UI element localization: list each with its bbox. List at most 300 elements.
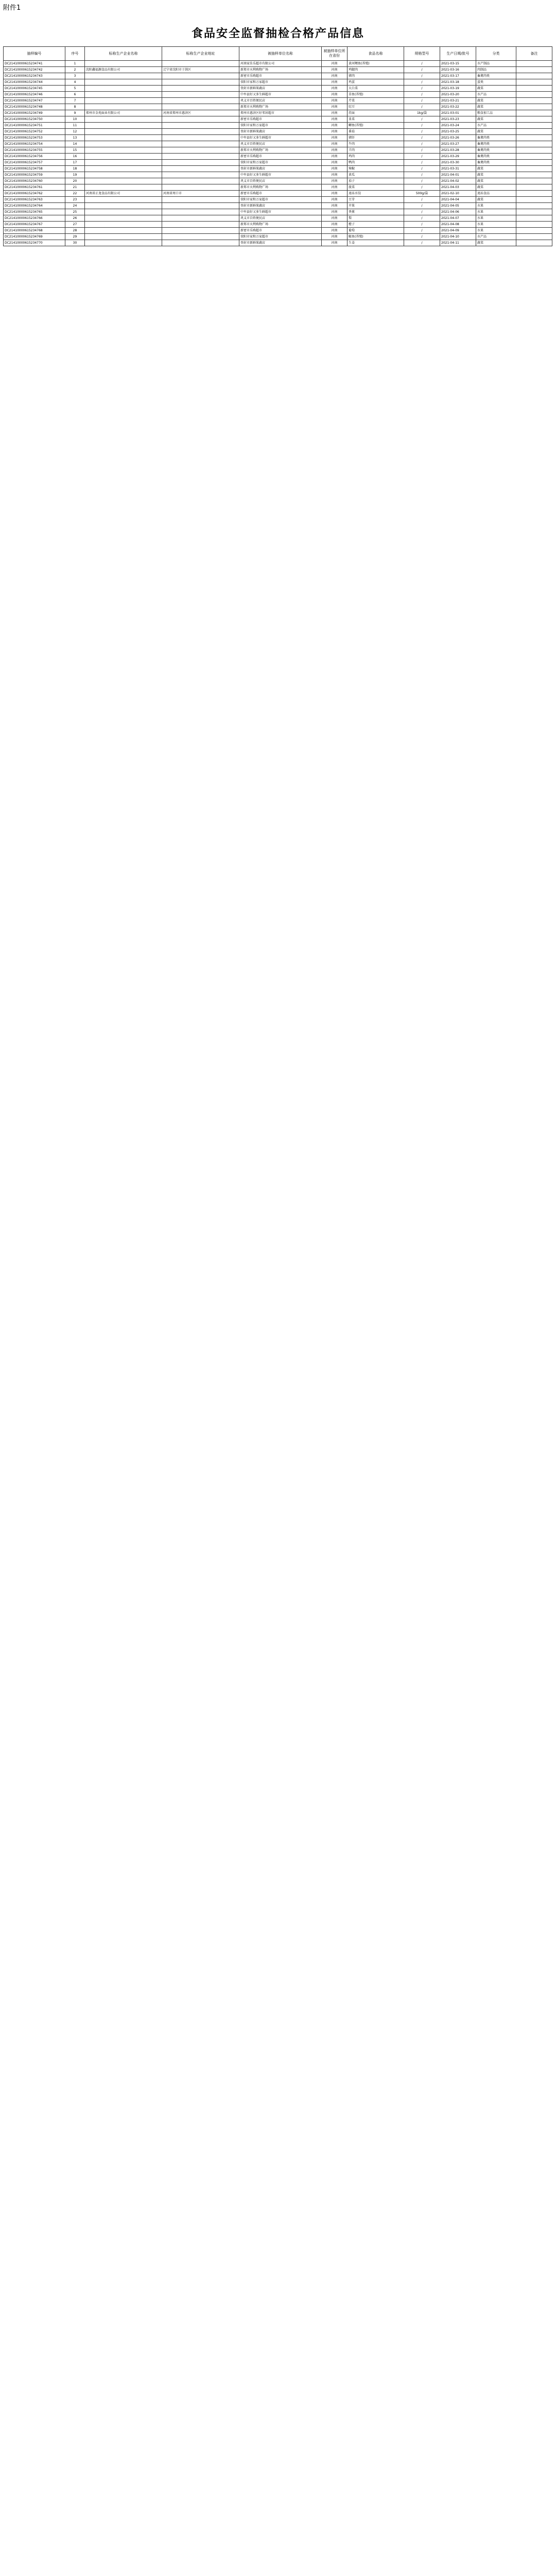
table-cell bbox=[516, 184, 552, 191]
table-row bbox=[4, 222, 552, 228]
table-cell bbox=[85, 79, 162, 86]
table-cell: / bbox=[404, 92, 440, 98]
table-cell: 荥阳市家和万家超市 bbox=[239, 234, 322, 240]
table-cell: 河南 bbox=[322, 203, 348, 209]
table-cell: 蔬菜 bbox=[476, 116, 516, 123]
table-cell: 2021-04-02 bbox=[440, 178, 476, 184]
table-cell: DC21410000615234747 bbox=[4, 98, 65, 104]
table-cell: 鲫鱼(养殖) bbox=[348, 123, 404, 129]
table-cell bbox=[85, 86, 162, 92]
table-cell: 河南 bbox=[322, 166, 348, 172]
table-cell: 2021-03-18 bbox=[440, 79, 476, 86]
table-cell: 新郑市天利购物广场 bbox=[239, 104, 322, 110]
table-cell: 草鱼(养殖) bbox=[348, 92, 404, 98]
table-cell: 巩义市百姓便民店 bbox=[239, 178, 322, 184]
table-cell: 17 bbox=[65, 160, 85, 166]
table-cell bbox=[516, 67, 552, 73]
table-cell: 河南 bbox=[322, 228, 348, 234]
table-cell: 香蕉 bbox=[348, 209, 404, 215]
table-cell: 蔬菜 bbox=[476, 172, 516, 178]
table-cell bbox=[162, 86, 239, 92]
table-cell: 黄瓜 bbox=[348, 172, 404, 178]
table-cell: 河南 bbox=[322, 215, 348, 222]
table-cell: 水果 bbox=[476, 203, 516, 209]
table-cell bbox=[162, 116, 239, 123]
table-cell bbox=[516, 116, 552, 123]
table-cell: 河南 bbox=[322, 154, 348, 160]
table-cell bbox=[85, 228, 162, 234]
table-cell bbox=[162, 234, 239, 240]
table-cell: 水产品 bbox=[476, 92, 516, 98]
column-header: 标称生产企业名称 bbox=[85, 47, 162, 61]
table-cell: 河南 bbox=[322, 116, 348, 123]
table-cell: 河南省正龙食品有限公司 bbox=[85, 191, 162, 197]
table-cell: 蔬菜 bbox=[476, 240, 516, 246]
table-cell: 新郑市天利购物广场 bbox=[239, 147, 322, 154]
table-cell: 大白菜 bbox=[348, 86, 404, 92]
table-cell bbox=[85, 116, 162, 123]
table-cell bbox=[162, 209, 239, 215]
table-row bbox=[4, 61, 552, 67]
table-cell bbox=[85, 123, 162, 129]
table-row bbox=[4, 154, 552, 160]
table-cell: 羊肉 bbox=[348, 147, 404, 154]
table-cell: 河南 bbox=[322, 110, 348, 116]
table-cell bbox=[516, 129, 552, 135]
table-cell: 河南 bbox=[322, 147, 348, 154]
table-cell: 速冻水饺 bbox=[348, 191, 404, 197]
table-cell: / bbox=[404, 222, 440, 228]
table-cell: DC21410000615234752 bbox=[4, 129, 65, 135]
table-cell bbox=[162, 98, 239, 104]
table-row bbox=[4, 67, 552, 73]
table-cell bbox=[516, 98, 552, 104]
table-cell: 蔬菜 bbox=[476, 184, 516, 191]
table-row bbox=[4, 129, 552, 135]
table-cell: 11 bbox=[65, 123, 85, 129]
table-cell: 登封市新鲜果蔬店 bbox=[239, 129, 322, 135]
table-row bbox=[4, 234, 552, 240]
table-cell: 中牟县好又多生鲜超市 bbox=[239, 172, 322, 178]
table-cell: 30 bbox=[65, 240, 85, 246]
table-row bbox=[4, 104, 552, 110]
table-cell bbox=[516, 240, 552, 246]
table-cell: 中牟县好又多生鲜超市 bbox=[239, 135, 322, 141]
table-cell: 河南 bbox=[322, 67, 348, 73]
table-cell: 鸡肉 bbox=[348, 154, 404, 160]
table-cell: 2021-03-24 bbox=[440, 123, 476, 129]
table-cell: 河南 bbox=[322, 178, 348, 184]
table-cell bbox=[162, 178, 239, 184]
table-cell bbox=[162, 92, 239, 98]
table-cell: 15 bbox=[65, 147, 85, 154]
table-cell: / bbox=[404, 129, 440, 135]
table-cell: 河南 bbox=[322, 73, 348, 79]
table-cell: 18 bbox=[65, 166, 85, 172]
table-cell: 登封市新鲜果蔬店 bbox=[239, 240, 322, 246]
table-cell: 河南 bbox=[322, 86, 348, 92]
table-cell bbox=[85, 197, 162, 203]
table-cell: 3 bbox=[65, 73, 85, 79]
table-cell: 韭菜 bbox=[348, 116, 404, 123]
table-cell bbox=[516, 203, 552, 209]
table-cell: 番茄 bbox=[348, 129, 404, 135]
table-cell: 2021-03-16 bbox=[440, 67, 476, 73]
table-cell bbox=[85, 203, 162, 209]
table-cell: 蔬菜 bbox=[476, 129, 516, 135]
table-cell: 荥阳市家和万家超市 bbox=[239, 79, 322, 86]
table-cell: 河南 bbox=[322, 79, 348, 86]
table-cell: DC21410000615234760 bbox=[4, 178, 65, 184]
table-cell: 21 bbox=[65, 184, 85, 191]
table-cell: 2021-04-05 bbox=[440, 203, 476, 209]
table-cell: 辣椒 bbox=[348, 166, 404, 172]
table-cell: / bbox=[404, 178, 440, 184]
column-header: 生产日期/批号 bbox=[440, 47, 476, 61]
table-row bbox=[4, 73, 552, 79]
table-cell: DC21410000615234746 bbox=[4, 92, 65, 98]
table-cell: 2021-04-03 bbox=[440, 184, 476, 191]
table-cell: 新密市乐购超市 bbox=[239, 116, 322, 123]
table-cell: 鸡腿肉 bbox=[348, 67, 404, 73]
table-cell bbox=[516, 209, 552, 215]
table-cell: 2021-04-10 bbox=[440, 234, 476, 240]
table-cell: 河南 bbox=[322, 129, 348, 135]
table-cell: 巩义市百姓便民店 bbox=[239, 98, 322, 104]
table-cell: DC21410000615234743 bbox=[4, 73, 65, 79]
table-cell: 2021-03-31 bbox=[440, 166, 476, 172]
table-cell: 河南 bbox=[322, 104, 348, 110]
table-cell: 22 bbox=[65, 191, 85, 197]
table-cell: 郑州市惠济区好邻居超市 bbox=[239, 110, 322, 116]
column-header: 分类 bbox=[476, 47, 516, 61]
table-cell: 猪肉 bbox=[348, 73, 404, 79]
table-row bbox=[4, 160, 552, 166]
table-cell bbox=[85, 104, 162, 110]
table-cell bbox=[162, 172, 239, 178]
table-cell: DC21410000615234756 bbox=[4, 154, 65, 160]
table-cell bbox=[516, 234, 552, 240]
table-cell: 河南 bbox=[322, 240, 348, 246]
table-row bbox=[4, 123, 552, 129]
table-cell: DC21410000615234753 bbox=[4, 135, 65, 141]
table-cell: 水产品 bbox=[476, 123, 516, 129]
table-cell: 19 bbox=[65, 172, 85, 178]
table-row bbox=[4, 116, 552, 123]
table-cell: DC21410000615234761 bbox=[4, 184, 65, 191]
table-cell: 登封市新鲜果蔬店 bbox=[239, 203, 322, 209]
table-cell: 河南 bbox=[322, 222, 348, 228]
table-cell: 6 bbox=[65, 92, 85, 98]
table-cell bbox=[516, 166, 552, 172]
table-cell: 24 bbox=[65, 203, 85, 209]
column-header: 被抽样单位所在省份 bbox=[322, 47, 348, 61]
table-cell: DC21410000615234755 bbox=[4, 147, 65, 154]
table-row bbox=[4, 98, 552, 104]
table-cell: 14 bbox=[65, 141, 85, 147]
table-cell: 新郑市天利购物广场 bbox=[239, 222, 322, 228]
table-cell bbox=[162, 141, 239, 147]
table-cell: 巩义市百姓便民店 bbox=[239, 215, 322, 222]
table-cell bbox=[516, 160, 552, 166]
table-cell: DC21410000615234762 bbox=[4, 191, 65, 197]
table-cell: DC21410000615234757 bbox=[4, 160, 65, 166]
table-cell: 13 bbox=[65, 135, 85, 141]
table-cell: / bbox=[404, 67, 440, 73]
table-cell: 河南 bbox=[322, 123, 348, 129]
table-cell: 挂面 bbox=[348, 110, 404, 116]
table-cell: 郑州市金苑面业有限公司 bbox=[85, 110, 162, 116]
table-cell: 河南 bbox=[322, 172, 348, 178]
table-cell: 巩义市百姓便民店 bbox=[239, 141, 322, 147]
table-cell: 畜禽肉类 bbox=[476, 141, 516, 147]
table-cell: 河南 bbox=[322, 135, 348, 141]
table-cell: DC21410000615234748 bbox=[4, 104, 65, 110]
table-cell: 2 bbox=[65, 67, 85, 73]
table-cell: DC21410000615234764 bbox=[4, 203, 65, 209]
table-cell: 河南省周口市 bbox=[162, 191, 239, 197]
table-cell: 河南家佳乐超市有限公司 bbox=[239, 61, 322, 67]
table-cell: 登封市新鲜果蔬店 bbox=[239, 166, 322, 172]
table-cell: 荥阳市家和万家超市 bbox=[239, 197, 322, 203]
table-row bbox=[4, 147, 552, 154]
table-cell: 27 bbox=[65, 222, 85, 228]
table-cell: 新郑市天利购物广场 bbox=[239, 67, 322, 73]
table-cell: / bbox=[404, 234, 440, 240]
table-row bbox=[4, 209, 552, 215]
table-cell bbox=[85, 98, 162, 104]
table-cell bbox=[162, 166, 239, 172]
table-cell: 河南 bbox=[322, 160, 348, 166]
table-cell: 2021-04-04 bbox=[440, 197, 476, 203]
table-cell: 2021-03-20 bbox=[440, 92, 476, 98]
table-cell bbox=[516, 147, 552, 154]
table-cell: 新密市乐购超市 bbox=[239, 73, 322, 79]
table-cell bbox=[85, 135, 162, 141]
table-cell bbox=[516, 141, 552, 147]
table-cell: DC21410000615234768 bbox=[4, 228, 65, 234]
table-cell: 河南 bbox=[322, 209, 348, 215]
table-cell: 橙子 bbox=[348, 222, 404, 228]
table-cell: / bbox=[404, 240, 440, 246]
table-cell: 2021-03-29 bbox=[440, 154, 476, 160]
table-cell: 2021-04-08 bbox=[440, 222, 476, 228]
table-cell: 4 bbox=[65, 79, 85, 86]
table-cell bbox=[85, 166, 162, 172]
column-header: 标称生产企业地址 bbox=[162, 47, 239, 61]
table-cell: 畜禽肉类 bbox=[476, 73, 516, 79]
table-cell: / bbox=[404, 166, 440, 172]
table-cell: / bbox=[404, 73, 440, 79]
table-cell: 辽宁省沈阳市于洪区 bbox=[162, 67, 239, 73]
table-cell: 20 bbox=[65, 178, 85, 184]
table-row bbox=[4, 184, 552, 191]
table-cell: 沈阳鑫福源食品有限公司 bbox=[85, 67, 162, 73]
table-cell bbox=[85, 209, 162, 215]
table-cell: 茄子 bbox=[348, 178, 404, 184]
table-cell bbox=[85, 154, 162, 160]
column-header: 序号 bbox=[65, 47, 85, 61]
table-cell bbox=[516, 104, 552, 110]
table-cell: DC21410000615234763 bbox=[4, 197, 65, 203]
table-cell bbox=[162, 184, 239, 191]
table-row bbox=[4, 141, 552, 147]
table-cell: DC21410000615234770 bbox=[4, 240, 65, 246]
table-cell: DC21410000615234767 bbox=[4, 222, 65, 228]
table-cell bbox=[85, 160, 162, 166]
table-cell: / bbox=[404, 135, 440, 141]
table-cell: 畜禽肉类 bbox=[476, 147, 516, 154]
table-cell: / bbox=[404, 228, 440, 234]
table-cell: 2021-03-26 bbox=[440, 135, 476, 141]
table-cell bbox=[162, 73, 239, 79]
table-cell: / bbox=[404, 184, 440, 191]
table-cell: 水果 bbox=[476, 222, 516, 228]
table-cell bbox=[162, 79, 239, 86]
table-cell: 新密市乐购超市 bbox=[239, 191, 322, 197]
table-cell: 鸭肉 bbox=[348, 160, 404, 166]
table-cell: 蔬菜 bbox=[476, 104, 516, 110]
table-cell: 水果 bbox=[476, 228, 516, 234]
table-row bbox=[4, 166, 552, 172]
table-cell: 蔬菜 bbox=[476, 86, 516, 92]
table-cell: 9 bbox=[65, 110, 85, 116]
table-cell: / bbox=[404, 141, 440, 147]
table-cell: / bbox=[404, 172, 440, 178]
table-cell: 豆芽 bbox=[348, 197, 404, 203]
table-cell: 牛肉 bbox=[348, 141, 404, 147]
table-cell: 黄河鲤鱼(养殖) bbox=[348, 61, 404, 67]
table-cell bbox=[516, 135, 552, 141]
table-cell bbox=[162, 197, 239, 203]
table-cell: / bbox=[404, 147, 440, 154]
table-cell: 河南 bbox=[322, 141, 348, 147]
table-cell: 2021-03-21 bbox=[440, 98, 476, 104]
table-cell: 蛋类 bbox=[476, 79, 516, 86]
table-cell: 新密市乐购超市 bbox=[239, 228, 322, 234]
table-cell: 苹果 bbox=[348, 203, 404, 209]
table-cell bbox=[516, 73, 552, 79]
table-cell: 8 bbox=[65, 104, 85, 110]
table-cell: DC21410000615234758 bbox=[4, 166, 65, 172]
table-row bbox=[4, 240, 552, 246]
table-row bbox=[4, 92, 552, 98]
table-row bbox=[4, 215, 552, 222]
table-cell: 2021-03-28 bbox=[440, 147, 476, 154]
table-cell bbox=[516, 92, 552, 98]
table-cell: 25 bbox=[65, 209, 85, 215]
table-cell bbox=[162, 147, 239, 154]
table-cell: 2021-03-27 bbox=[440, 141, 476, 147]
inspection-table bbox=[3, 46, 552, 246]
table-row bbox=[4, 203, 552, 209]
table-cell: / bbox=[404, 123, 440, 129]
table-cell: 畜禽肉类 bbox=[476, 135, 516, 141]
table-cell: / bbox=[404, 79, 440, 86]
table-cell: 荥阳市家和万家超市 bbox=[239, 123, 322, 129]
table-cell: 水果 bbox=[476, 215, 516, 222]
table-cell: 1kg/袋 bbox=[404, 110, 440, 116]
table-cell: 畜禽肉类 bbox=[476, 154, 516, 160]
table-cell: DC21410000615234766 bbox=[4, 215, 65, 222]
table-cell: 芹菜 bbox=[348, 98, 404, 104]
table-cell bbox=[85, 178, 162, 184]
table-cell: 2021-03-01 bbox=[440, 110, 476, 116]
table-cell: 水产制品 bbox=[476, 61, 516, 67]
table-cell: 2021-03-19 bbox=[440, 86, 476, 92]
table-cell: 河南 bbox=[322, 98, 348, 104]
table-row bbox=[4, 110, 552, 116]
table-cell: 畜禽肉类 bbox=[476, 160, 516, 166]
table-cell bbox=[516, 86, 552, 92]
table-cell: 菠菜 bbox=[348, 184, 404, 191]
table-cell bbox=[162, 123, 239, 129]
table-cell bbox=[516, 123, 552, 129]
table-cell bbox=[85, 73, 162, 79]
table-cell: 28 bbox=[65, 228, 85, 234]
table-cell bbox=[85, 240, 162, 246]
table-cell: 2021-04-01 bbox=[440, 172, 476, 178]
table-cell bbox=[162, 215, 239, 222]
table-cell: 河南 bbox=[322, 234, 348, 240]
table-cell bbox=[516, 222, 552, 228]
table-row bbox=[4, 135, 552, 141]
table-cell bbox=[162, 61, 239, 67]
table-cell: 蔬菜 bbox=[476, 178, 516, 184]
table-cell: 1 bbox=[65, 61, 85, 67]
table-cell bbox=[162, 222, 239, 228]
table-cell: 2021-04-07 bbox=[440, 215, 476, 222]
table-cell bbox=[162, 160, 239, 166]
table-cell bbox=[85, 234, 162, 240]
table-cell: / bbox=[404, 203, 440, 209]
table-cell bbox=[85, 222, 162, 228]
table-cell: DC21410000615234744 bbox=[4, 79, 65, 86]
table-row bbox=[4, 172, 552, 178]
table-row bbox=[4, 191, 552, 197]
table-cell: DC21410000615234750 bbox=[4, 116, 65, 123]
table-cell: 葡萄 bbox=[348, 228, 404, 234]
table-cell bbox=[516, 178, 552, 184]
table-cell: / bbox=[404, 160, 440, 166]
table-cell: DC21410000615234765 bbox=[4, 209, 65, 215]
table-cell bbox=[516, 79, 552, 86]
table-cell: 鲢鱼(养殖) bbox=[348, 234, 404, 240]
table-cell: 5 bbox=[65, 86, 85, 92]
table-cell bbox=[516, 215, 552, 222]
table-cell: DC21410000615234742 bbox=[4, 67, 65, 73]
table-cell: 肉制品 bbox=[476, 67, 516, 73]
table-cell: DC21410000615234745 bbox=[4, 86, 65, 92]
table-cell: 河南 bbox=[322, 197, 348, 203]
table-cell: 10 bbox=[65, 116, 85, 123]
table-cell bbox=[85, 141, 162, 147]
table-cell: DC21410000615234741 bbox=[4, 61, 65, 67]
column-header: 备注 bbox=[516, 47, 552, 61]
table-cell: 河南 bbox=[322, 184, 348, 191]
table-cell bbox=[85, 92, 162, 98]
table-row bbox=[4, 178, 552, 184]
table-cell: 2021-03-30 bbox=[440, 160, 476, 166]
table-cell: 12 bbox=[65, 129, 85, 135]
table-cell: 猪肝 bbox=[348, 135, 404, 141]
table-row bbox=[4, 197, 552, 203]
column-header: 抽样编号 bbox=[4, 47, 65, 61]
table-cell bbox=[162, 240, 239, 246]
table-cell: / bbox=[404, 98, 440, 104]
table-cell: 速冻食品 bbox=[476, 191, 516, 197]
table-cell bbox=[85, 215, 162, 222]
